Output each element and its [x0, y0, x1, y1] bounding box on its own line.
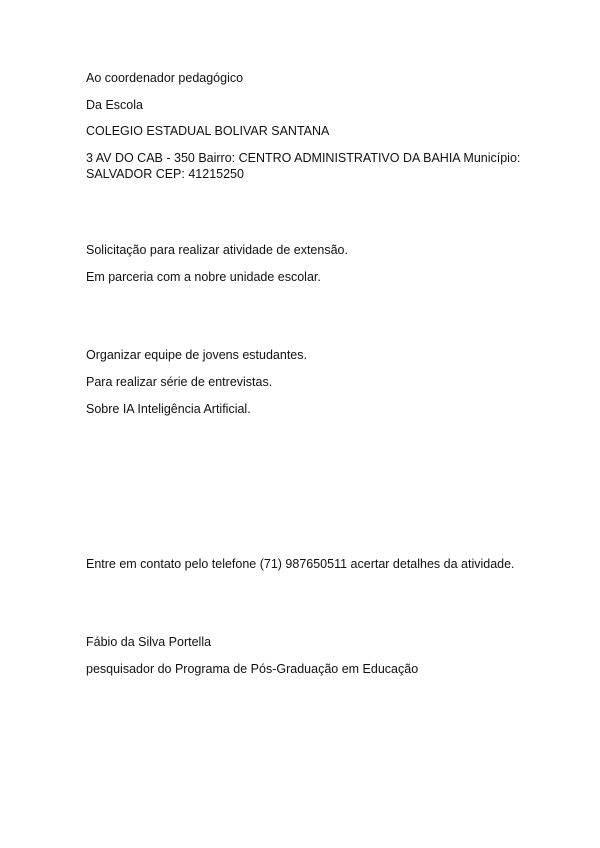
signature-name: Fábio da Silva Portella — [86, 635, 212, 649]
plan-line-1: Organizar equipe de jovens estudantes. — [86, 348, 307, 362]
school-name: COLEGIO ESTADUAL BOLIVAR SANTANA — [86, 124, 330, 138]
school-address-line-2: SALVADOR CEP: 41215250 — [86, 167, 244, 181]
recipient-line: Ao coordenador pedagógico — [86, 71, 244, 85]
recipient-school-label: Da Escola — [86, 98, 143, 112]
plan-line-3: Sobre IA Inteligência Artificial. — [86, 402, 251, 416]
school-address-line-1: 3 AV DO CAB - 350 Bairro: CENTRO ADMINISTRATIVO DA BAHIA Município: — [86, 151, 521, 165]
contact-line: Entre em contato pelo telefone (71) 987650511 acertar detalhes da atividade. — [86, 557, 515, 571]
request-line-2: Em parceria com a nobre unidade escolar. — [86, 270, 321, 284]
request-line-1: Solicitação para realizar atividade de extensão. — [86, 243, 348, 257]
signature-role: pesquisador do Programa de Pós-Graduação em Educação — [86, 662, 419, 676]
plan-line-2: Para realizar série de entrevistas. — [86, 375, 273, 389]
